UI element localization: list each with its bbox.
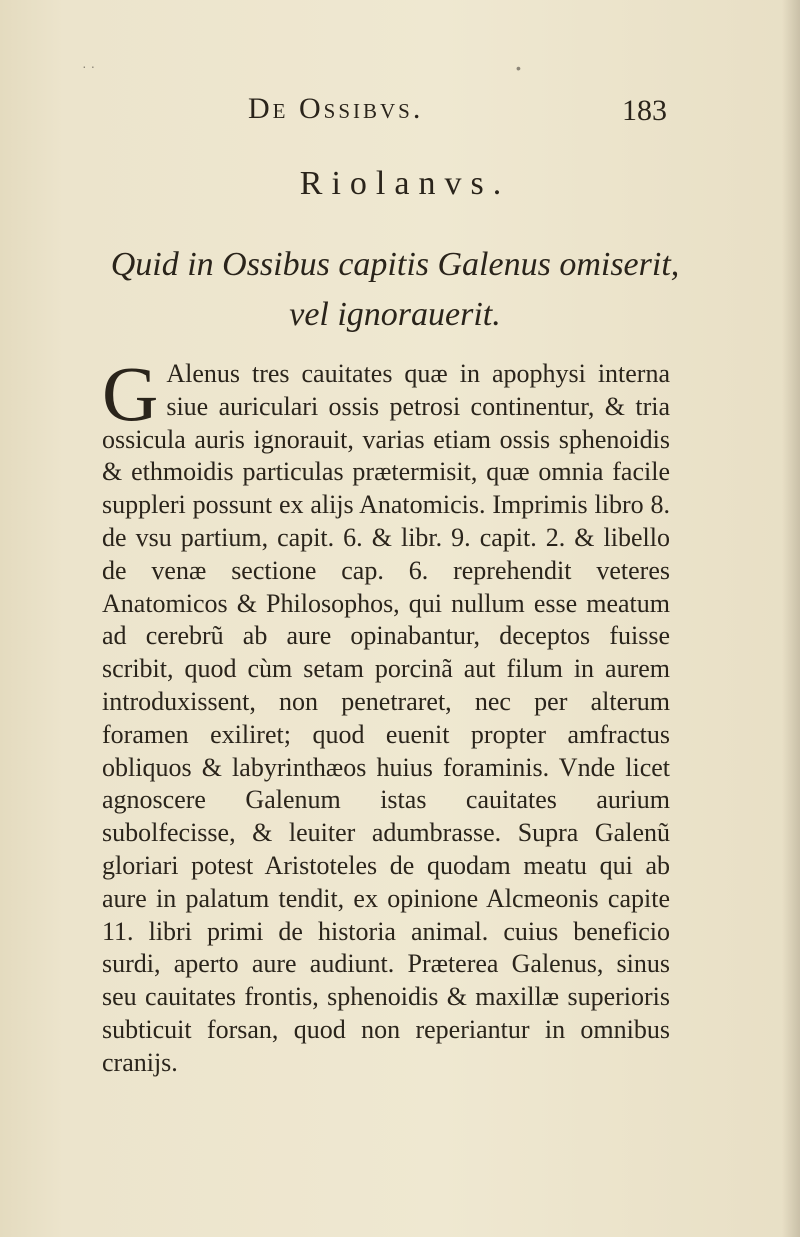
page-number: 183	[622, 94, 667, 127]
body-text: Alenus tres cauitates quæ in apophysi interna siue auriculari ossis petrosi continentur, & tria ossicula auris ignorauit, varias etiam ossis sphenoidis & ethmoidis particulas prætermisit, quæ omnia facile suppleri possunt ex alijs Anatomicis. Imprimis libro 8. de vsu partium, capit. 6. & libr. 9. capit. 2. & libello de venæ sectione cap. 6. reprehendit veteres Anatomicos & Philosophos, qui nullum esse meatum ad cerebrũ ab aure opinabantur, deceptos fuisse scribit, quod cùm setam porcinã aut filum in aurem introduxissent, non penetraret, nec per alterum foramen exiliret; quod euenit propter amfractus obliquos & labyrinthæos huius foraminis. Vnde licet agnoscere Galenum istas cauitates aurium subolfecisse, & leuiter adumbrasse. Supra Galenũ gloriari potest Aristoteles de quodam meatu qui ab aure in palatum tendit, ex opinione Alcmeonis capite 11. libri primi de historia animal. cuius beneficio surdi, aperto aure audiunt. Præterea Galenus, sinus seu cauitates frontis, sphenoidis & maxillæ superioris subticuit forsan, quod non reperiantur in omnibus cranijs.	[102, 359, 670, 1077]
chapter-title: Quid in Ossibus capitis Galenus omiserit, vel ignorauerit.	[110, 246, 680, 333]
drop-cap: G	[102, 350, 159, 437]
running-title: De Ossibvs.	[248, 92, 424, 125]
body-paragraph	[102, 350, 670, 1080]
running-header	[0, 92, 800, 140]
paper-speck: · ·	[82, 58, 96, 74]
author-heading: Riolanvs.	[299, 165, 511, 202]
paper-speck: •	[516, 60, 521, 76]
